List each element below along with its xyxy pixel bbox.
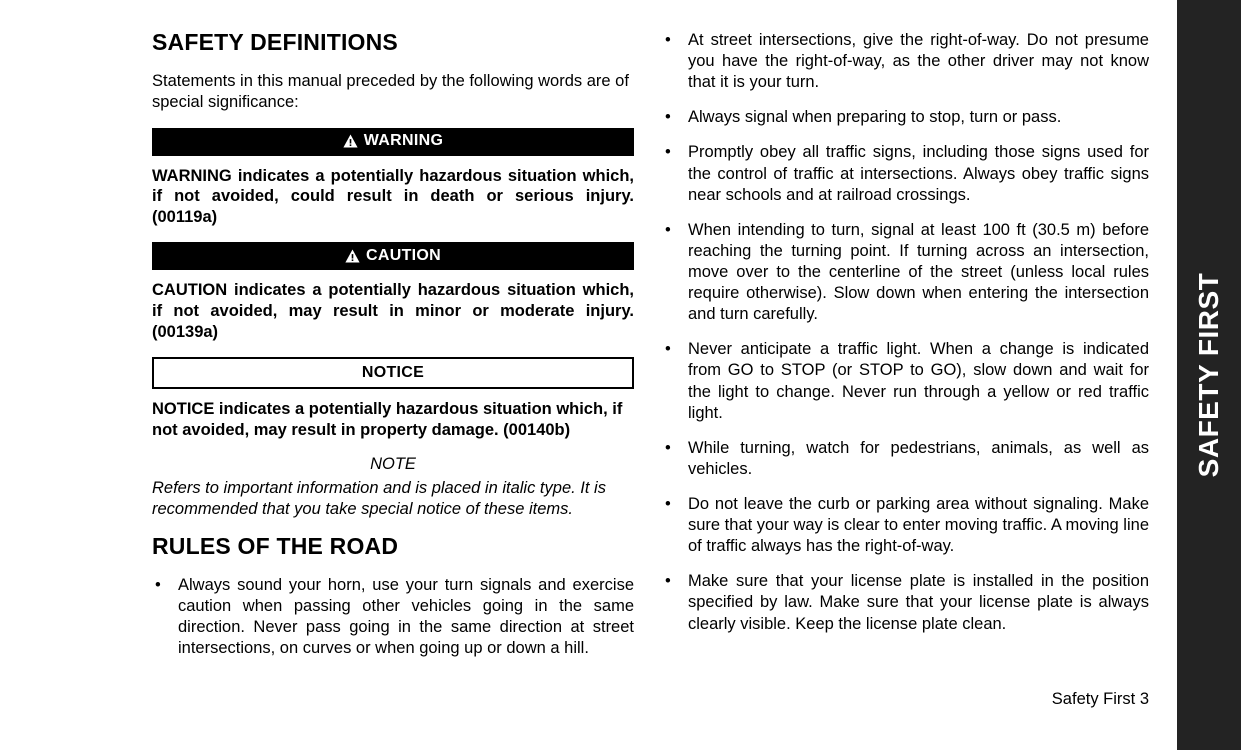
list-item-text: Promptly obey all traffic signs, including those signs used for the control of traffic at intersections. Always obey traffic signs near schools and at railroad crossings. (688, 143, 1149, 204)
list-item (662, 494, 1149, 557)
caution-banner-label: CAUTION (366, 246, 441, 264)
list-item-text: Always sound your horn, use your turn signals and exercise caution when passing other vehicles going in the same direction. Never pass going in the same direction at street intersections, on curves or when going up or down a hill. (178, 576, 634, 658)
intro-paragraph: Statements in this manual preceded by the following words are of special significance: (152, 72, 629, 112)
bullet-icon: • (665, 340, 671, 359)
list-item-text: Always signal when preparing to stop, turn or pass. (688, 108, 1062, 127)
rules-list-left (152, 575, 634, 659)
note-heading: NOTE (370, 455, 416, 474)
list-item (662, 30, 1149, 93)
caution-definition: CAUTION indicates a potentially hazardous situation which, if not avoided, may result in minor or moderate injury. (00139a) (152, 281, 634, 342)
warning-banner (152, 128, 634, 156)
notice-definition: NOTICE indicates a potentially hazardous situation which, if not avoided, may result in property damage. (00140b) (152, 400, 623, 440)
bullet-icon: • (155, 576, 161, 595)
bullet-icon: • (665, 108, 671, 127)
section-thumb-tab (1177, 0, 1241, 750)
note-body: Refers to important information and is placed in italic type. It is recommended that you take special notice of these items. (152, 478, 606, 518)
section-thumb-tab-label: SAFETY FIRST (1193, 272, 1224, 478)
notice-banner (152, 357, 634, 389)
list-item-text: Make sure that your license plate is installed in the position specified by law. Make sure that your license plate is always clearly visible. Keep the license plate clean. (688, 572, 1149, 633)
warning-triangle-icon (343, 134, 358, 148)
warning-banner-label: WARNING (363, 131, 444, 149)
list-item (662, 339, 1149, 423)
footer-page-label: Safety First 3 (1051, 690, 1149, 708)
list-item-text: While turning, watch for pedestrians, animals, as well as vehicles. (688, 438, 1149, 478)
list-item-text: When intending to turn, signal at least 100 ft (30.5 m) before reaching the turning point. If turning across an intersection, move over to the centerline of the street (unless local rules require otherwise). Slow down when entering the intersection and turn carefully. (688, 220, 1149, 324)
list-item (662, 142, 1149, 205)
bullet-icon: • (665, 438, 671, 457)
list-item (662, 571, 1149, 634)
page-title-rules-of-the-road: RULES OF THE ROAD (152, 532, 399, 559)
list-item (152, 575, 634, 659)
warning-triangle-icon (345, 249, 360, 263)
list-item-text: At street intersections, give the right-of-way. Do not presume you have the right-of-way, as the other driver may not know that it is your turn. (688, 31, 1149, 92)
list-item (662, 438, 1149, 480)
bullet-icon: • (665, 220, 671, 239)
bullet-icon: • (665, 31, 671, 49)
bullet-icon: • (665, 143, 671, 162)
page-footer (662, 690, 1149, 710)
rules-list-right (662, 30, 1149, 635)
list-item (662, 107, 1149, 128)
list-item-text: Never anticipate a traffic light. When a change is indicated from GO to STOP (or STOP to GO), slow down and wait for the light to change. Never run through a yellow or red traffic light. (688, 340, 1149, 422)
page-title-safety-definitions: SAFETY DEFINITIONS (152, 29, 398, 55)
bullet-icon: • (665, 494, 671, 513)
left-column (152, 30, 634, 660)
bullet-icon: • (665, 572, 671, 591)
caution-banner (152, 242, 634, 270)
list-item-text: Do not leave the curb or parking area without signaling. Make sure that your way is clear to enter moving traffic. A moving line of traffic always has the right-of-way. (688, 494, 1149, 556)
warning-definition: WARNING indicates a potentially hazardous situation which, if not avoided, could result in death or serious injury. (00119a) (152, 166, 634, 227)
notice-banner-label: NOTICE (361, 363, 425, 381)
list-item (662, 220, 1149, 326)
right-column (662, 30, 1149, 649)
